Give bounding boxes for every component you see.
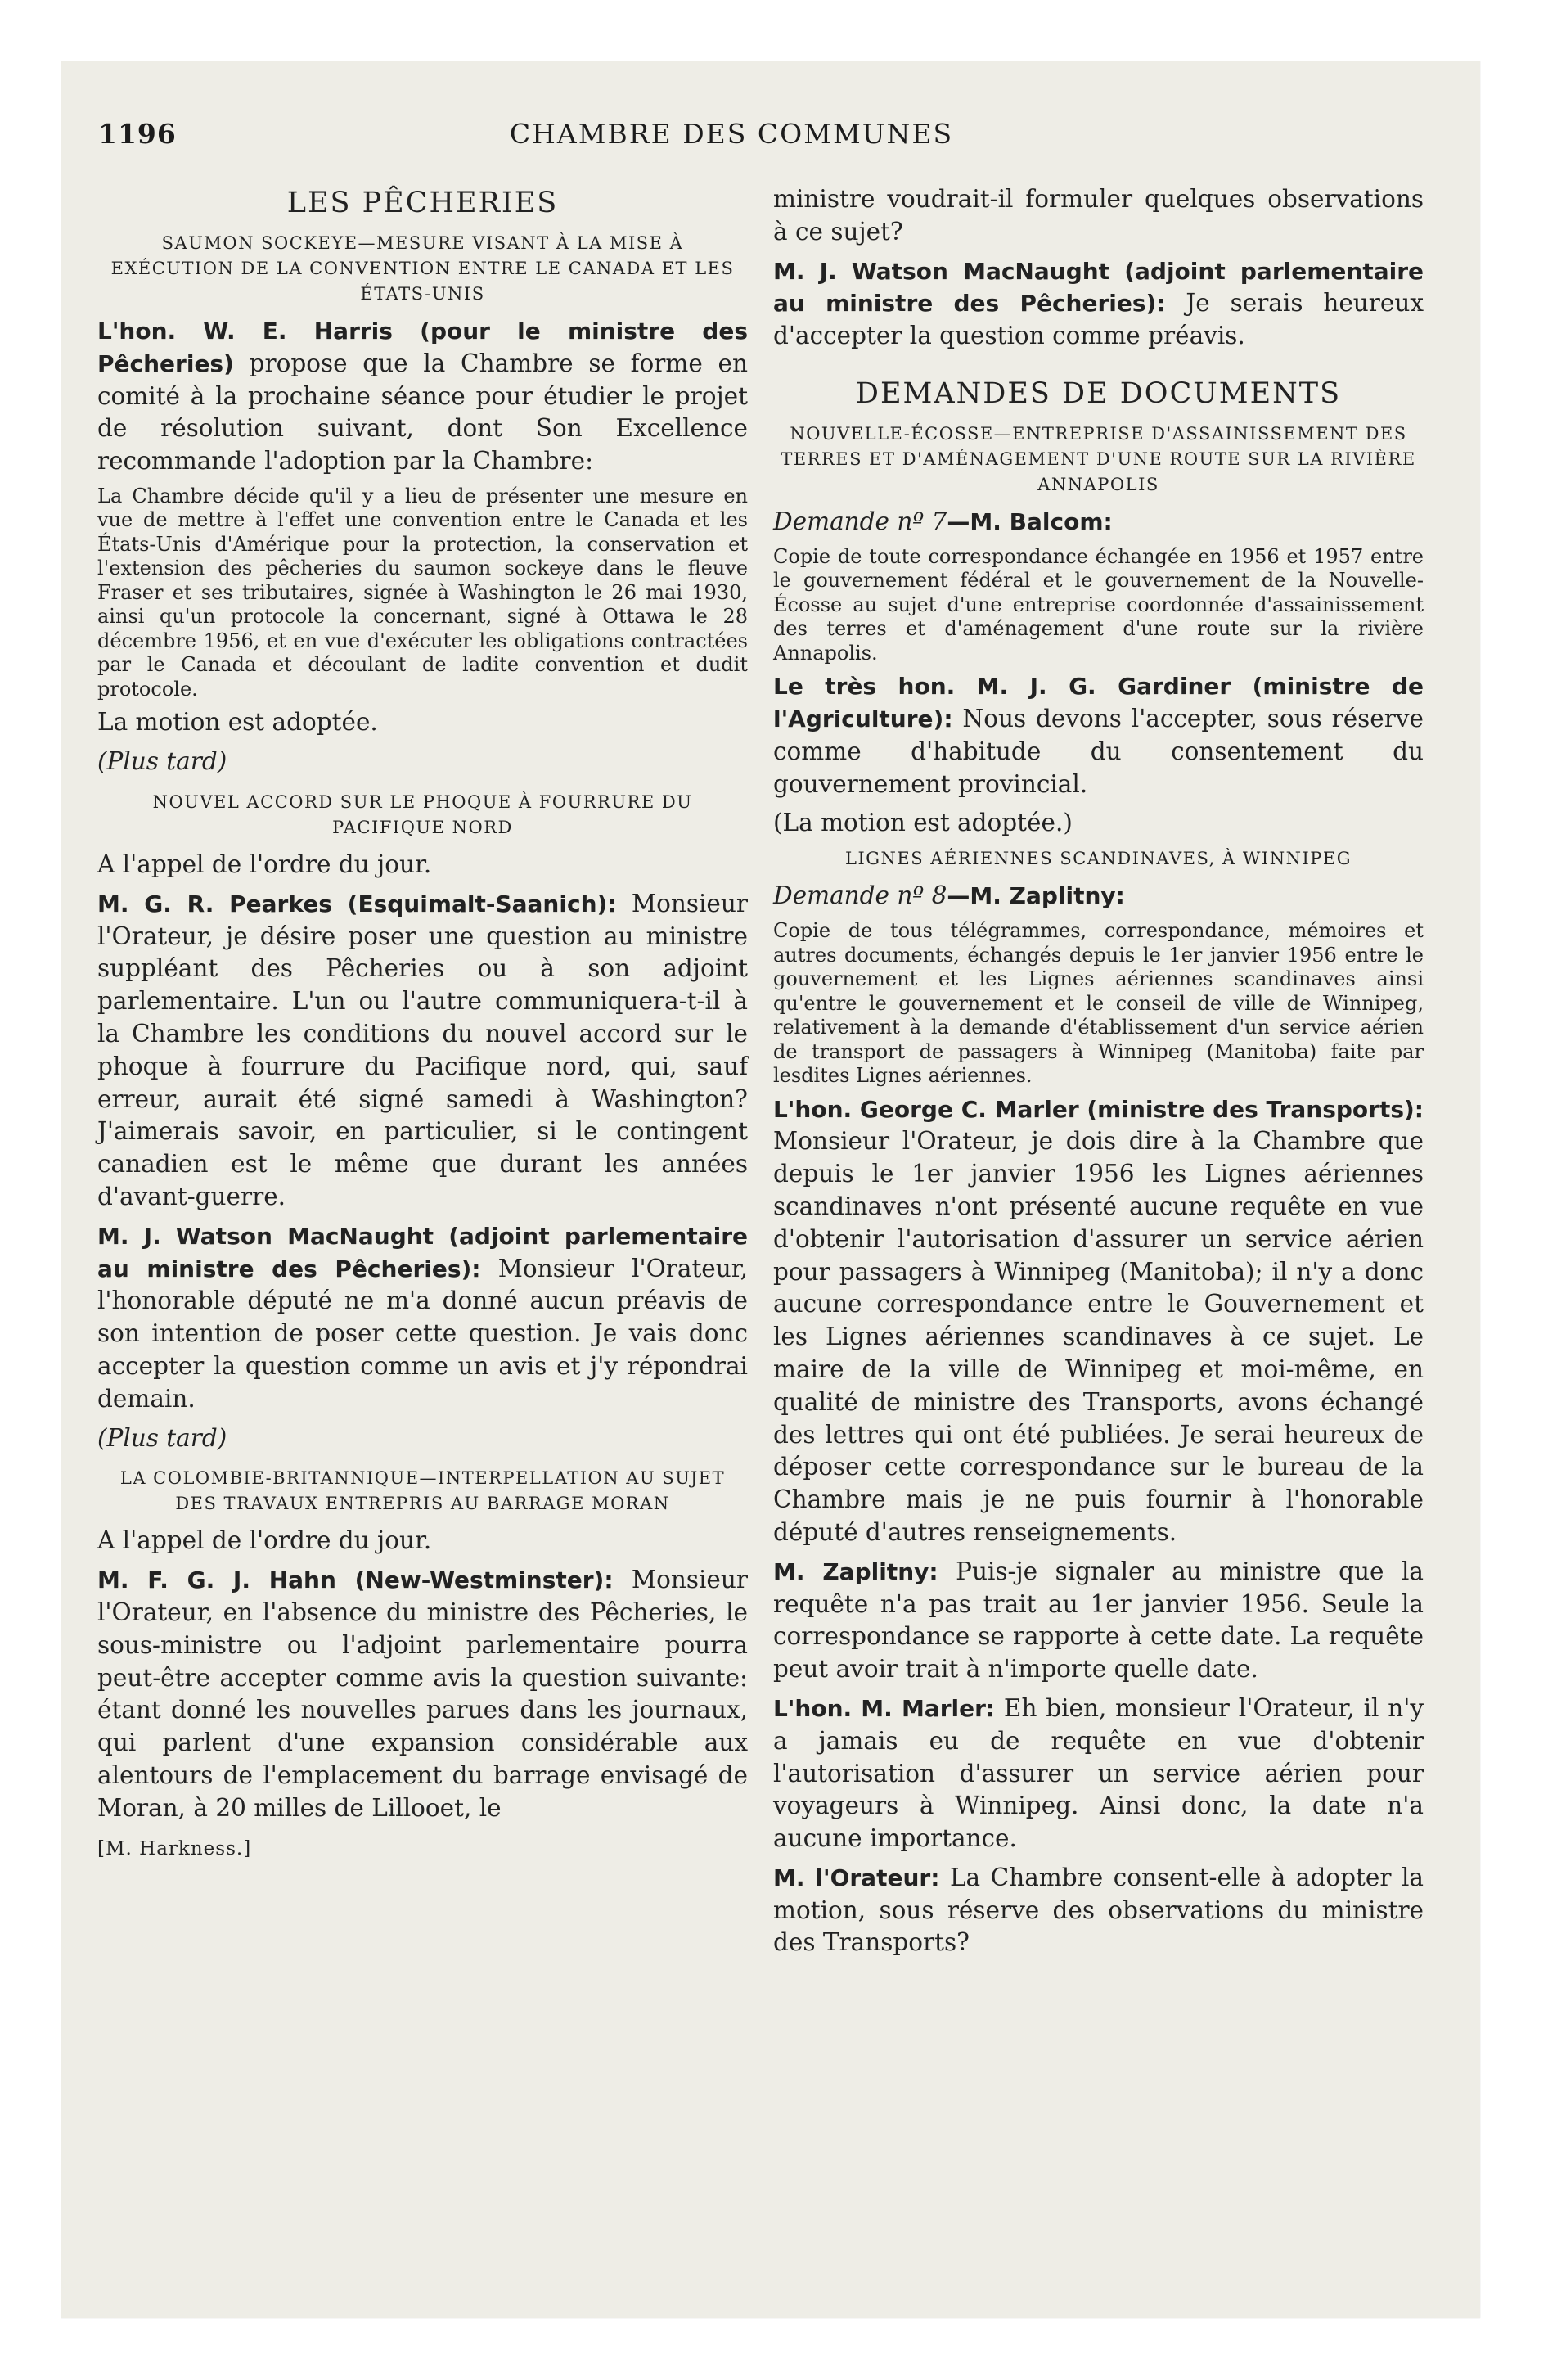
- paragraph: A l'appel de l'ordre du jour.: [97, 1526, 432, 1555]
- resolution-quote: La Chambre décide qu'il y a lieu de présenter une mesure en vue de mettre à l'effet une convention entre le Canada et les États-Unis d'Amérique pour la protection, la conservation et l'extension des pêcheries du saumon sockeye dans le fleuve Fraser et ses tributaires, signée à Washington le 26 mai 1930, ainsi qu'un protocole la concernant, signé à Ottawa le 28 décembre 1956, et en vue d'exécuter les obligations contractées par le Canada et découlant de ladite convention et dudit protocole.: [97, 484, 748, 701]
- speaker-name: M. Zaplitny:: [773, 1557, 938, 1585]
- speaker-name: L'hon. M. Marler:: [773, 1694, 996, 1722]
- subsection-title: NOUVEL ACCORD SUR LE PHOQUE À FOURRURE DU PACIFIQUE NORD: [152, 792, 693, 838]
- section-title: LES PÊCHERIES: [286, 187, 559, 219]
- paragraph: [773, 1862, 1424, 1959]
- speaker-name: Le très hon. M. J. G. Gardiner (ministre de l'Agriculture):: [773, 673, 1424, 733]
- speech-text: Monsieur l'Orateur, l'honorable député ne m'a donné aucun préavis de son intention de poser cette question. Je vais donc accepter la question comme un avis et j'y répondrai demain.: [97, 1254, 748, 1413]
- later-marker: (Plus tard): [97, 1423, 227, 1452]
- demand-label: Demande nº 7: [773, 507, 947, 535]
- section-title: DEMANDES DE DOCUMENTS: [855, 376, 1342, 410]
- paragraph: La motion est adoptée.: [97, 708, 378, 737]
- paragraph: [97, 888, 748, 1214]
- paragraph: [773, 1556, 1424, 1686]
- later-marker: (Plus tard): [97, 747, 227, 776]
- speech-text: Je serais heureux d'accepter la question comme préavis.: [773, 289, 1424, 350]
- paragraph: [773, 506, 1424, 539]
- subsection-title: NOUVELLE-ÉCOSSE—ENTREPRISE D'ASSAINISSEMENT DES TERRES ET D'AMÉNAGEMENT D'UNE ROUTE SUR LA RIVIÈRE ANNAPOLIS: [781, 423, 1416, 494]
- speaker-name: M. J. Watson MacNaught (adjoint parlementaire au ministre des Pêcheries):: [773, 257, 1424, 318]
- speaker-name: M. G. R. Pearkes (Esquimalt-Saanich):: [97, 890, 617, 917]
- request-quote: Copie de toute correspondance échangée en 1956 et 1957 entre le gouvernement fédéral et le gouvernement de la Nouvelle-Écosse au sujet d'une entreprise coordonnée d'assainissement des terres et d'aménagement d'une route sur la rivière Annapolis.: [773, 544, 1424, 665]
- page-header: [98, 118, 1447, 159]
- speech-text: Nous devons l'accepter, sous réserve comme d'habitude du consentement du gouvernement provincial.: [773, 705, 1424, 798]
- footer-note: [M. Harkness.]: [97, 1837, 252, 1859]
- speaker-name: L'hon. George C. Marler (ministre des Transports):: [773, 1095, 1424, 1123]
- paragraph: [97, 315, 748, 478]
- paragraph: [773, 1093, 1424, 1549]
- paragraph: [773, 670, 1424, 800]
- speech-text: La Chambre consent-elle à adopter la motion, sous réserve des observations du ministre des Transports?: [773, 1863, 1424, 1957]
- speaker-name: —M. Balcom:: [947, 507, 1113, 535]
- paragraph: A l'appel de l'ordre du jour.: [97, 850, 432, 879]
- paragraph: [773, 880, 1424, 913]
- speaker-name: M. J. Watson MacNaught (adjoint parlementaire au ministre des Pêcheries):: [97, 1222, 748, 1282]
- paragraph: [97, 1564, 748, 1824]
- paragraph: ministre voudrait-il formuler quelques observations à ce sujet?: [773, 185, 1424, 246]
- paragraph: [97, 1220, 748, 1416]
- page-number: 1196: [98, 118, 177, 150]
- subsection-title: LIGNES AÉRIENNES SCANDINAVES, À WINNIPEG: [845, 849, 1352, 869]
- request-quote: Copie de tous télégrammes, correspondance, mémoires et autres documents, échangés depuis le 1er janvier 1956 entre le gouvernement et les Lignes aériennes scandinaves ainsi qu'entre le gouvernement et le conseil de ville de Winnipeg, relativement à la demande d'établissement d'un service aérien de transport de passagers à Winnipeg (Manitoba) faite par lesdites Lignes aériennes.: [773, 919, 1424, 1088]
- speaker-name: M. F. G. J. Hahn (New-Westminster):: [97, 1566, 614, 1594]
- speech-text: Monsieur l'Orateur, je désire poser une question au ministre suppléant des Pêcheries ou à son adjoint parlementaire. L'un ou l'autre communiquera-t-il à la Chambre les conditions du nouvel accord sur le phoque à fourrure du Pacifique nord, qui, sauf erreur, aurait été signé samedi à Washington? J'aimerais savoir, en particulier, si le contingent canadien est le même que durant les années d'avant-guerre.: [97, 889, 748, 1211]
- speech-text: Monsieur l'Orateur, en l'absence du ministre des Pêcheries, le sous-ministre ou l'adjoint parlementaire pourra peut-être accepter comme avis la question suivante: étant donné les nouvelles parues dans les journaux, qui parlent d'une expansion considérable aux alentours de l'emplacement du barrage envisagé de Moran, à 20 milles de Lillooet, le: [97, 1566, 748, 1822]
- right-column: [773, 183, 1424, 1966]
- subsection-title: LA COLOMBIE-BRITANNIQUE—INTERPELLATION AU SUJET DES TRAVAUX ENTREPRIS AU BARRAGE MORAN: [119, 1468, 726, 1514]
- paragraph: [773, 255, 1424, 353]
- demand-label: Demande nº 8: [773, 881, 947, 910]
- running-head: CHAMBRE DES COMMUNES: [509, 118, 954, 150]
- subsection-title: SAUMON SOCKEYE—MESURE VISANT À LA MISE À EXÉCUTION DE LA CONVENTION ENTRE LE CANADA ET LES ÉTATS-UNIS: [110, 233, 735, 304]
- speech-text: propose que la Chambre se forme en comité à la prochaine séance pour étudier le projet de résolution suivant, dont Son Excellence recommande l'adoption par la Chambre:: [97, 349, 748, 476]
- speaker-name: L'hon. W. E. Harris (pour le ministre des Pêcheries): [97, 318, 748, 377]
- paragraph: [773, 1693, 1424, 1855]
- speaker-name: M. l'Orateur:: [773, 1864, 940, 1891]
- speaker-name: —M. Zaplitny:: [947, 882, 1125, 910]
- left-column: [97, 183, 748, 1865]
- speech-text: Puis-je signaler au ministre que la requête n'a pas trait au 1er janvier 1956. Seule la correspondance se rapporte à cette date. La requête peut avoir trait à n'importe quelle date.: [773, 1557, 1424, 1684]
- speech-text: Monsieur l'Orateur, je dois dire à la Chambre que depuis le 1er janvier 1956 les Lignes aériennes scandinaves n'ont présenté aucune requête en vue d'obtenir l'autorisation d'assurer un service aérien pour passagers à Winnipeg (Manitoba); il n'y a donc aucune correspondance entre le Gouvernement et les Lignes aériennes scandinaves à ce sujet. Le maire de la ville de Winnipeg et moi-même, en qualité de ministre des Transports, avons échangé des lettres qui ont été publiées. Je serai heureux de déposer cette correspondance sur le bureau de la Chambre mais je ne puis fournir à l'honorable député d'autres renseignements.: [773, 1127, 1424, 1546]
- paragraph: (La motion est adoptée.): [773, 809, 1073, 837]
- speech-text: Eh bien, monsieur l'Orateur, il n'y a jamais eu de requête en vue d'obtenir l'autorisation d'assurer un service aérien pour voyageurs à Winnipeg. Ainsi donc, la date n'a aucune importance.: [773, 1693, 1424, 1853]
